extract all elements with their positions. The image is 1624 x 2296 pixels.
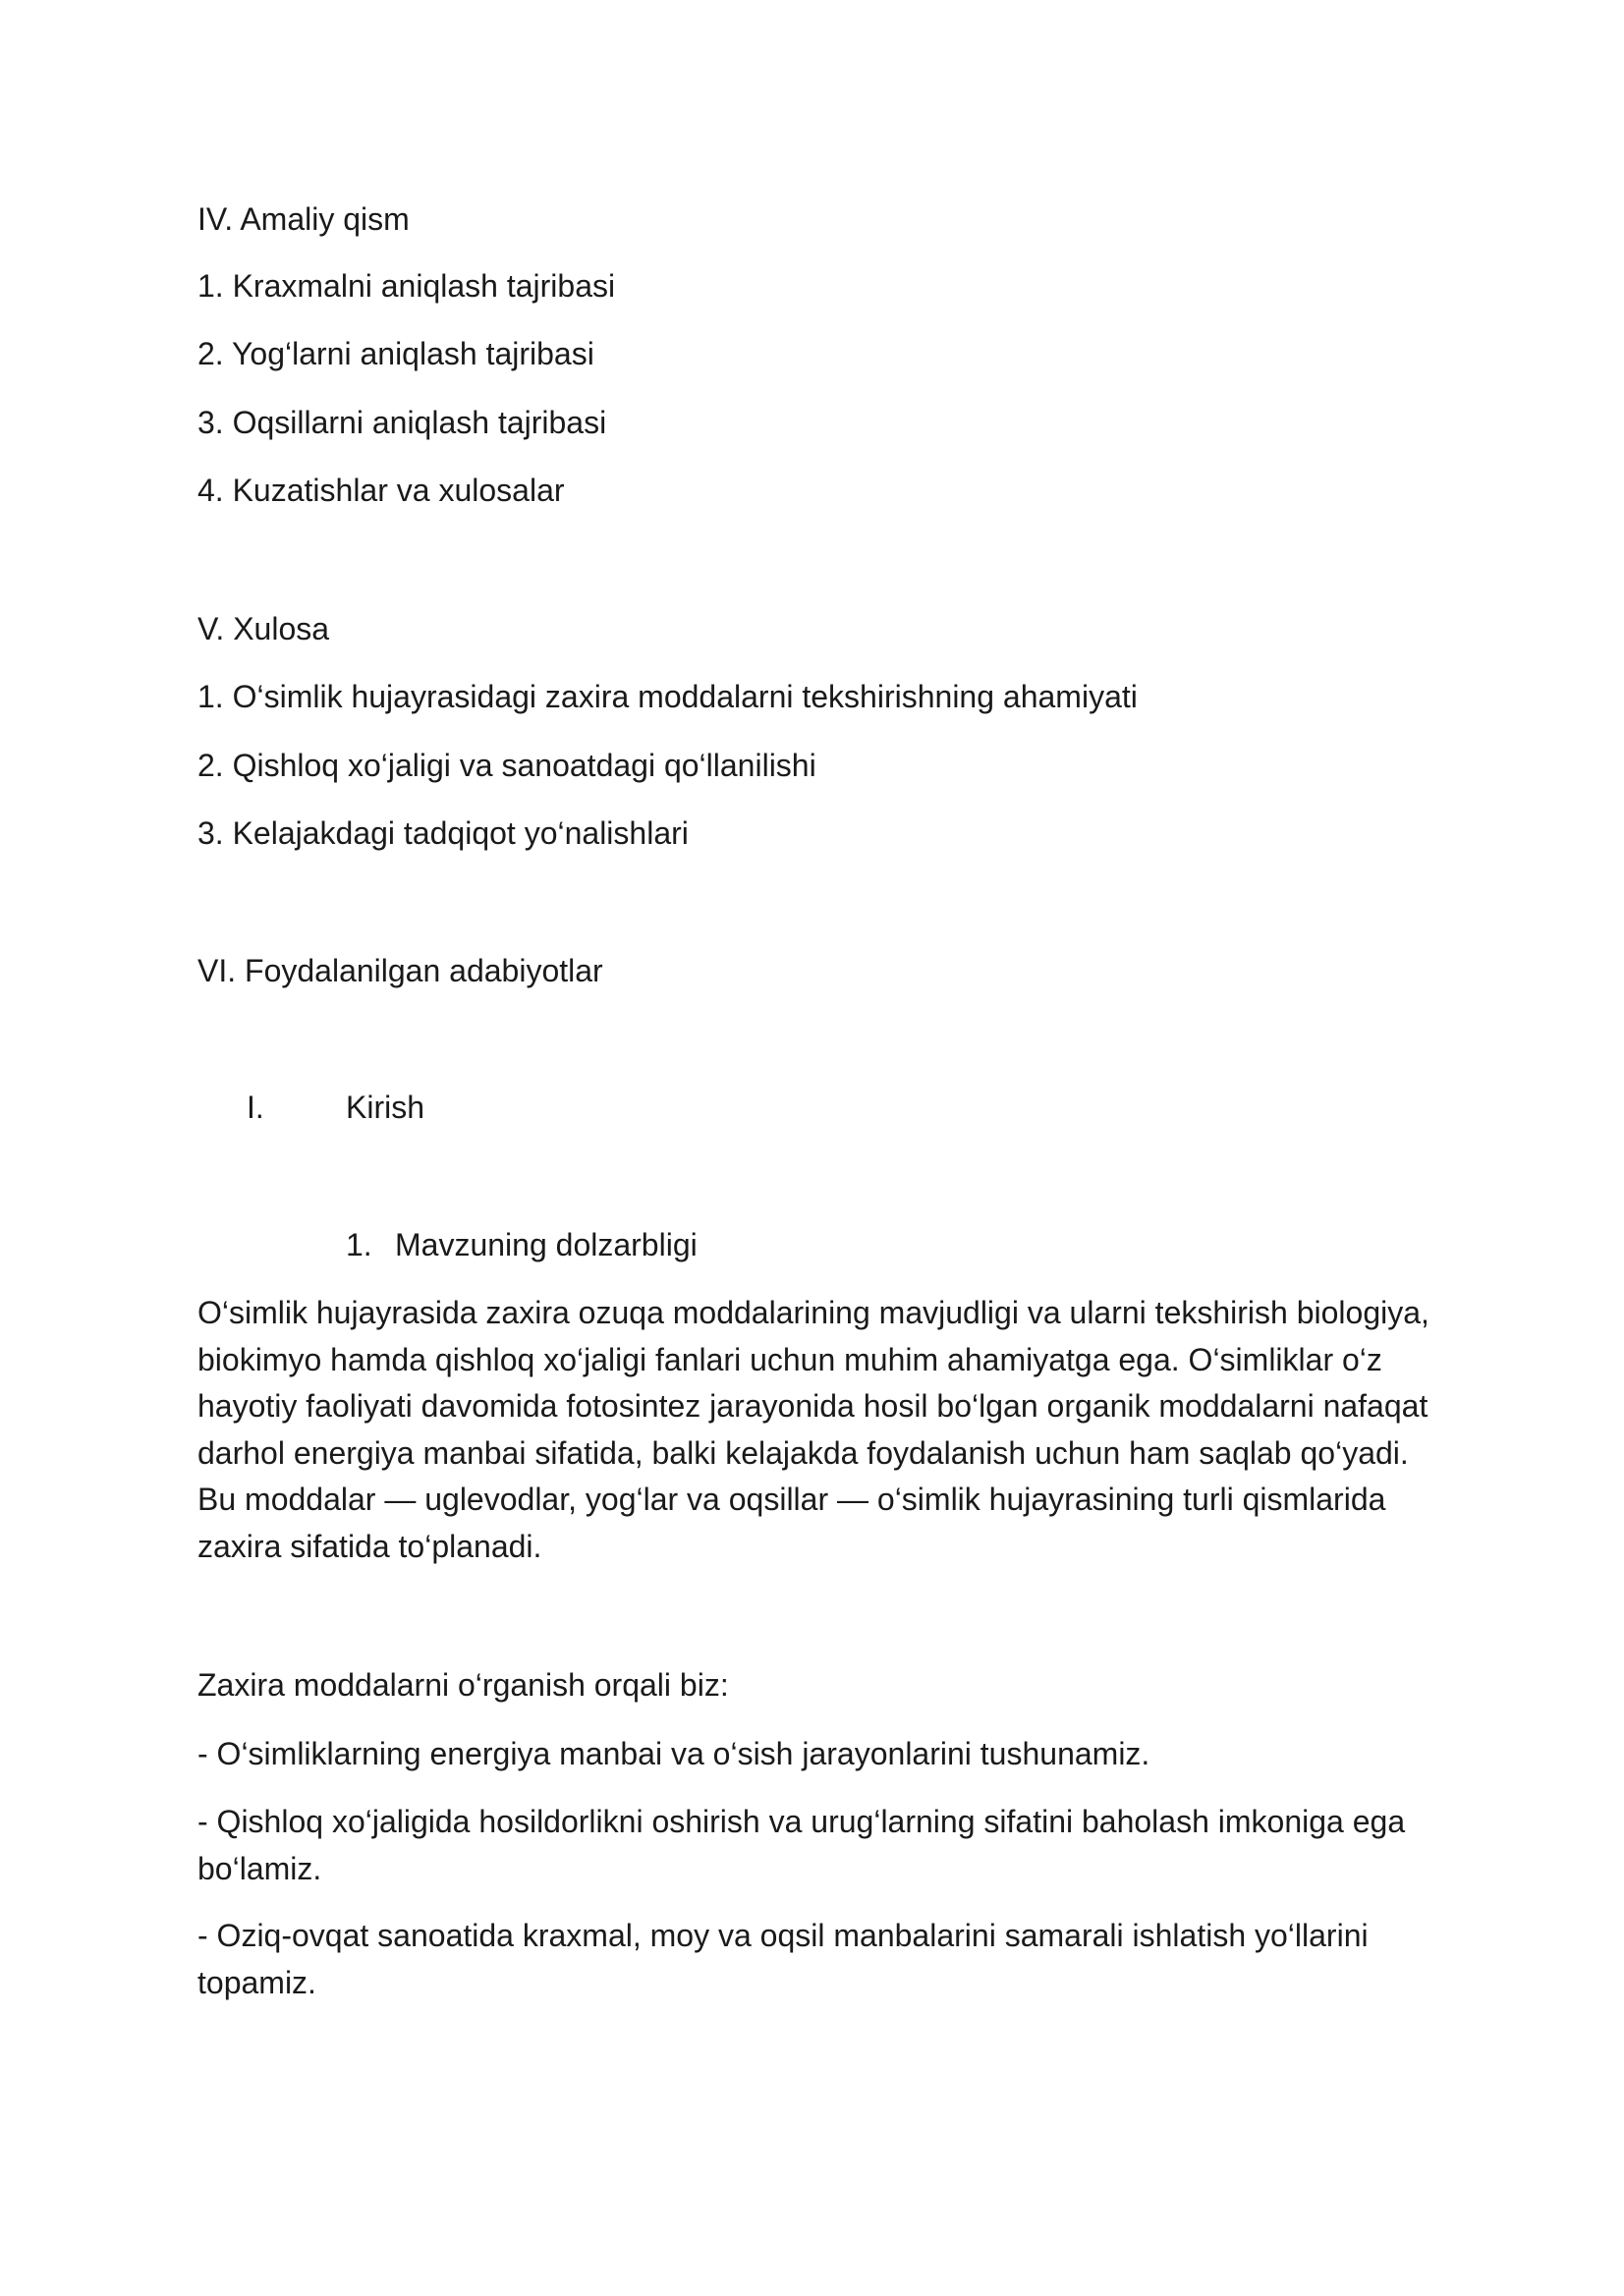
list-item: 3. Kelajakdagi tadqiqot yo‘nalishlari [197, 815, 689, 851]
chapter-title: Kirish [346, 1090, 425, 1125]
list-item: 2. Qishloq xo‘jaligi va sanoatdagi qo‘llanilishi [197, 748, 816, 783]
section-iv-heading: IV. Amaliy qism [197, 201, 410, 237]
body-paragraph: O‘simlik hujayrasida zaxira ozuqa moddalarining mavjudligi va ularni tekshirish biologiya, biokimyo hamda qishloq xo‘jaligi fanlari uchun muhim ahamiyatga ega. O‘simliklar o‘z hayotiy faoliyati davomida fotosintez jarayonida hosil bo‘lgan organik moddalarni nafaqat darhol energiya manbai sifatida, balki kelajakda foydalanish uchun ham saqlab qo‘yadi. Bu moddalar — uglevodlar, yog‘lar va oqsillar — o‘simlik hujayrasining turli qismlarida zaxira sifatida to‘planadi. [197, 1295, 1429, 1564]
subsection-title: Mavzuning dolzarbligi [395, 1227, 698, 1262]
subsection-number: 1. [346, 1227, 372, 1262]
section-v-heading: V. Xulosa [197, 611, 330, 646]
bullet-item: - O‘simliklarning energiya manbai va o‘sish jarayonlarini tushunamiz. [197, 1736, 1150, 1771]
bullet-item: - Oziq-ovqat sanoatida kraxmal, moy va oqsil manbalarini samarali ishlatish yo‘llarini topamiz. [197, 1918, 1369, 2000]
list-item: 4. Kuzatishlar va xulosalar [197, 473, 565, 508]
section-vi-heading: VI. Foydalanilgan adabiyotlar [197, 953, 603, 988]
list-item: 2. Yog‘larni aniqlash tajribasi [197, 336, 594, 371]
chapter-number: I. [247, 1090, 264, 1125]
list-item: 1. O‘simlik hujayrasidagi zaxira moddalarni tekshirishning ahamiyati [197, 679, 1138, 714]
bullet-item: - Qishloq xo‘jaligida hosildorlikni oshirish va urug‘larning sifatini baholash imkoniga ega bo‘lamiz. [197, 1804, 1406, 1886]
list-item: 1. Kraxmalni aniqlash tajribasi [197, 268, 616, 304]
body-intro: Zaxira moddalarni o‘rganish orqali biz: [197, 1667, 729, 1703]
list-item: 3. Oqsillarni aniqlash tajribasi [197, 405, 607, 440]
